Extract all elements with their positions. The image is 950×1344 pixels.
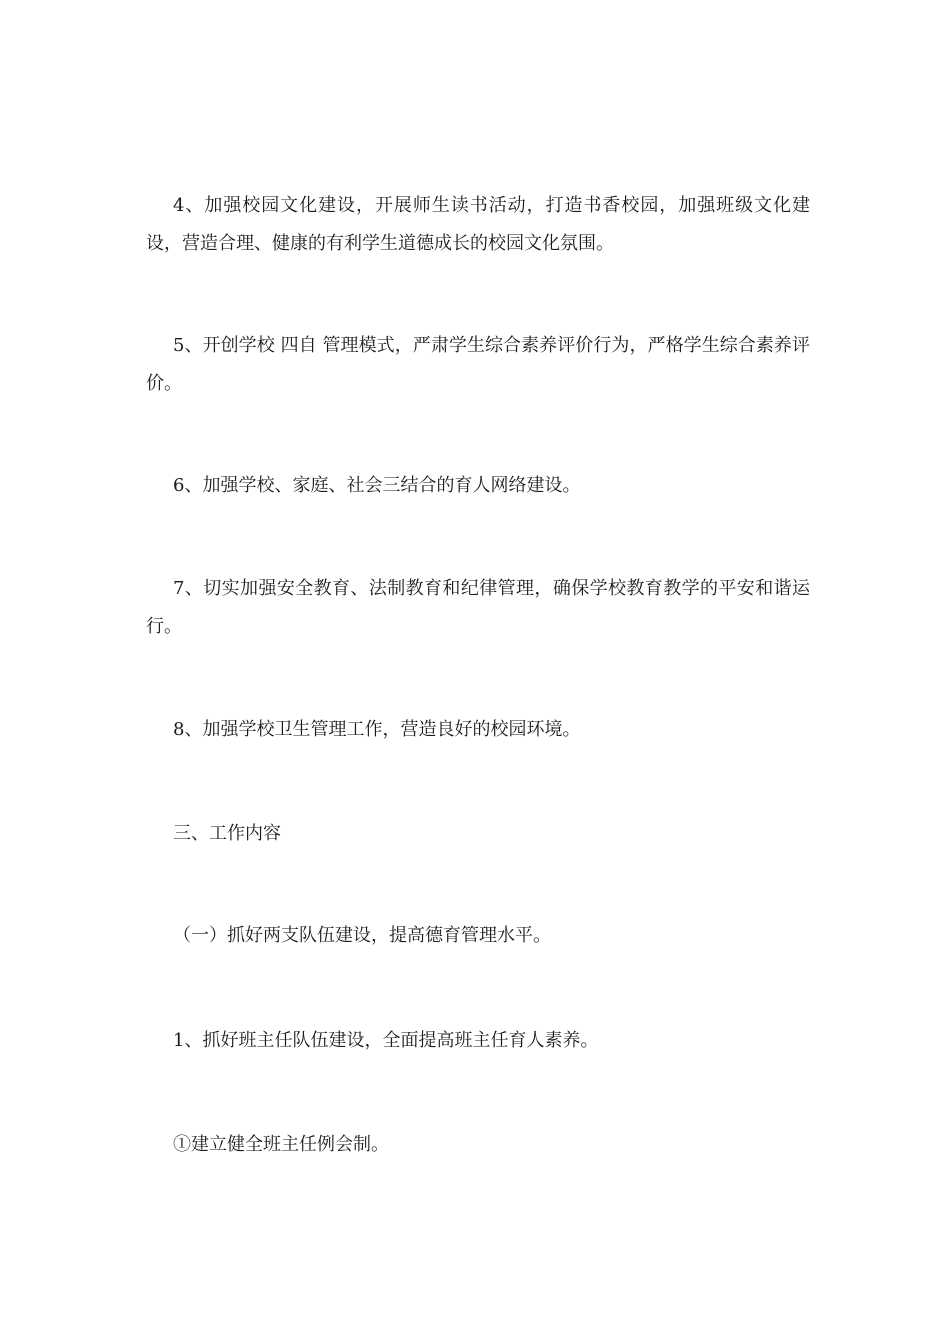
paragraph-item-8: 8、加强学校卫生管理工作，营造良好的校园环境。 <box>173 719 581 740</box>
paragraph-item-4: 4、加强校园文化建设，开展师生读书活动，打造书香校园，加强班级文化建设，营造合理、健康的有利学生道德成长的校园文化氛围。 <box>146 195 810 254</box>
paragraph-item-meeting-system: ①建立健全班主任例会制。 <box>173 1134 389 1155</box>
paragraph-item-6: 6、加强学校、家庭、社会三结合的育人网络建设。 <box>173 475 581 496</box>
paragraph-item-class-teacher: 1、抓好班主任队伍建设，全面提高班主任育人素养。 <box>173 1030 599 1051</box>
subsection-heading-team-building: （一）抓好两支队伍建设，提高德育管理水平。 <box>173 925 551 946</box>
section-heading-work-content: 三、工作内容 <box>173 823 281 844</box>
paragraph-item-5: 5、开创学校 四自 管理模式，严肃学生综合素养评价行为，严格学生综合素养评价。 <box>146 335 810 394</box>
paragraph-item-7: 7、切实加强安全教育、法制教育和纪律管理，确保学校教育教学的平安和谐运行。 <box>146 578 810 637</box>
